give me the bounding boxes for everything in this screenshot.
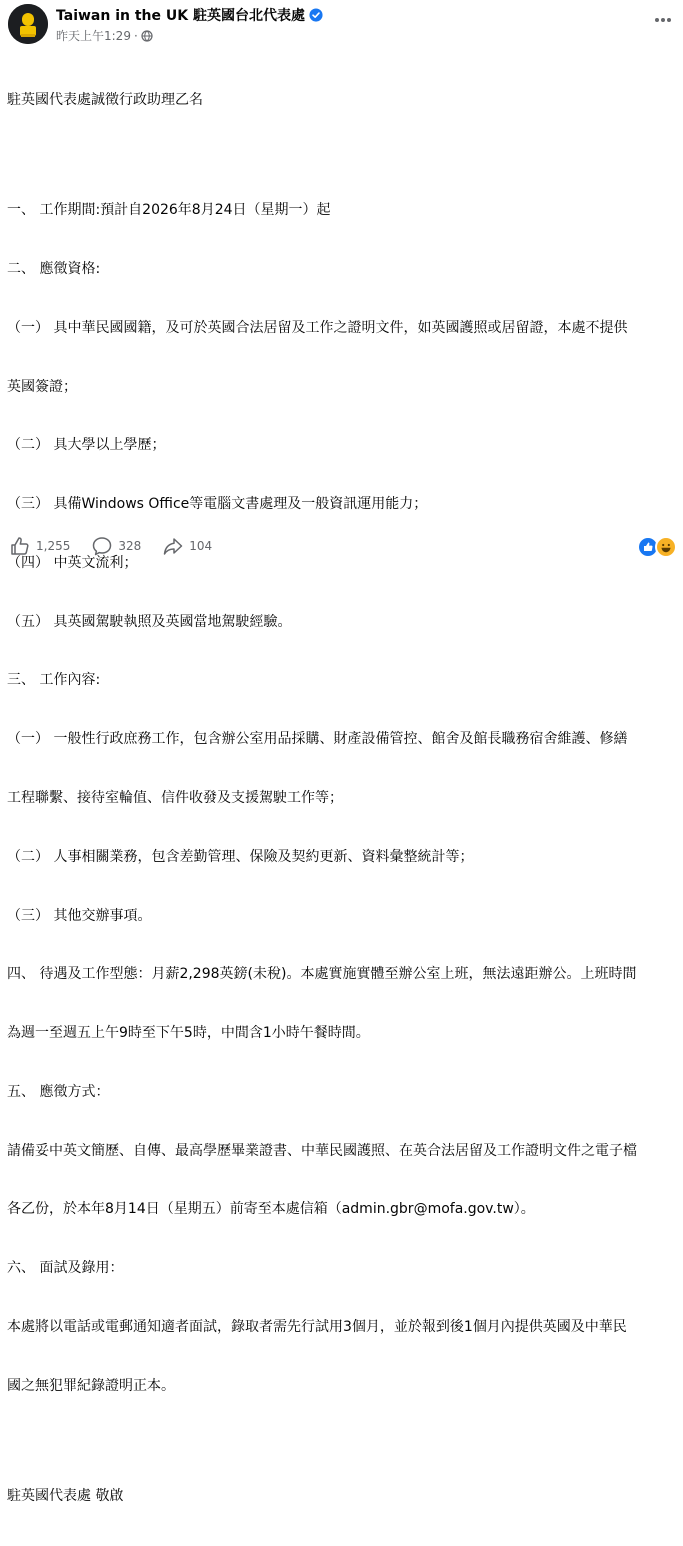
post-line: （一） 一般性行政庶務工作，包含辦公室用品採購、財產設備管控、館舍及館長職務宿舍維護、修繕 [7,731,628,748]
post-line: 請備妥中英文簡歷、自傳、最高學歷畢業證書、中華民國護照、在英合法居留及工作證明文件之電子檔 [7,1142,637,1159]
comment-button[interactable] [92,536,141,556]
share-button[interactable] [163,536,212,556]
post-line: 各乙份，於本年8月14日（星期五）前寄至本處信箱（admin.gbr@mofa.gov.tw）。 [7,1201,535,1218]
post-line: 駐英國代表處誠徵行政助理乙名 [7,92,203,109]
share-arrow-icon [163,536,183,556]
page-name[interactable]: Taiwan in the UK 駐英國台北代表處 [56,8,305,24]
post-line: 三、 工作內容: [7,672,101,689]
post-line: （五） 具英國駕駛執照及英國當地駕駛經驗。 [7,613,292,630]
thumbs-up-icon [10,536,30,556]
post-line: 一、 工作期間:預計自2026年8月24日（星期一）起 [7,202,331,219]
globe-icon[interactable] [141,30,153,42]
post-actions [10,534,234,558]
verified-badge-icon [309,8,323,22]
post-text [7,52,679,1546]
paragraph-gap [7,1436,679,1448]
post-line: （二） 具大學以上學歷； [7,437,166,454]
post-timestamp[interactable]: 昨天上午1:29 [56,29,131,43]
post-line: （一） 具中華民國國籍，及可於英國合法居留及工作之證明文件，如英國護照或居留證，本處不提供 [7,319,628,336]
haha-reaction-icon [655,536,677,558]
post-line: 六、 面試及錄用： [7,1260,124,1277]
post-line: 四、 待遇及工作型態：月薪2,298英鎊(未稅)。本處實施實體至辦公室上班，無法遠距辦公。上班時間 [7,966,637,983]
more-options-button[interactable] [653,10,673,30]
comment-count: 328 [118,539,142,553]
like-count: 1,255 [36,539,71,553]
post-line: 五、 應徵方式： [7,1083,110,1100]
post-line: 本處將以電話或電郵通知適者面試，錄取者需先行試用3個月，並於報到後1個月內提供英國及中華民 [7,1319,627,1335]
post-line: 為週一至週五上午9時至下午5時，中間含1小時午餐時間。 [7,1025,370,1042]
page-avatar[interactable] [8,4,48,44]
post-line: （三） 具備Windows Office等電腦文書處理及一般資訊運用能力； [7,496,428,513]
post-line: 英國簽證； [7,378,77,395]
like-button[interactable] [10,536,70,556]
post-line: 工程聯繫、接待室輪值、信件收發及支援駕駛工作等； [7,789,343,806]
reaction-summary[interactable] [641,536,677,558]
meta-separator: · [133,28,138,43]
paragraph-gap [7,150,679,162]
post-line: （三） 其他交辦事項。 [7,907,152,924]
share-count: 104 [189,539,213,553]
post-line: 國之無犯罪紀錄證明正本。 [7,1377,175,1394]
page-name-link[interactable] [56,5,323,25]
post-line: 二、 應徵資格: [7,260,101,277]
more-options-icon [654,17,672,23]
post-line: （二） 人事相關業務，包含差勤管理、保險及契約更新、資料彙整統計等； [7,848,474,865]
emblem-logo-icon [8,4,48,44]
post-signature: 駐英國代表處 敬啟 [7,1487,124,1504]
post-meta [56,27,153,44]
comment-bubble-icon [92,536,112,556]
post-line: （四） 中英文流利； [7,554,138,571]
